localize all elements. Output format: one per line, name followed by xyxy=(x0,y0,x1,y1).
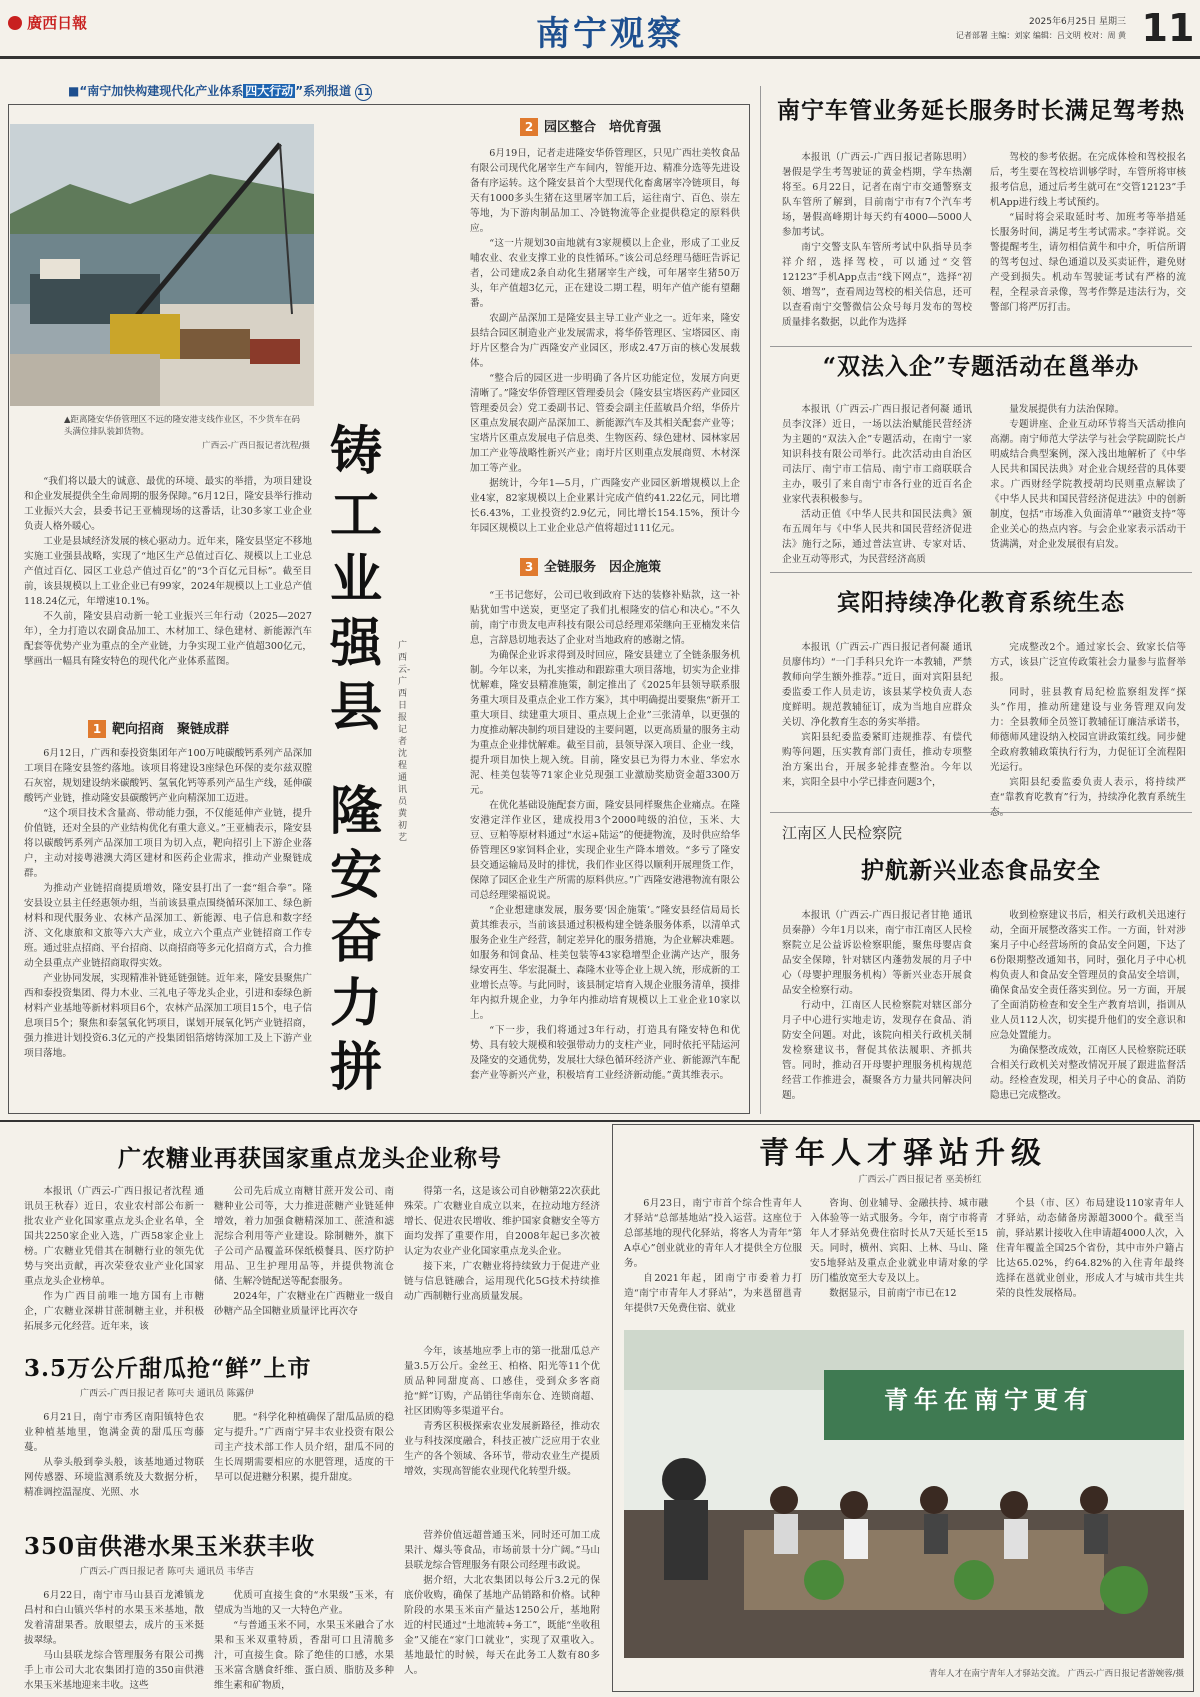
series-number: 11 xyxy=(355,84,372,101)
corn-col-1 xyxy=(24,1588,204,1692)
law-paragraph: 本报讯（广西云-广西日报记者何凝 通讯员李汶泽）近日，一场以法治赋能民营经济为主题的“双法入企”专题活动，在南宁一家知识科技有限公司举行。此次活动由自治区司法厅、南宁市工信局、南宁市工商联联合主办，吸引了来自南宁市各行业的近百名企业家代表积极参与。 xyxy=(782,404,972,505)
section-1-title: 靶向招商 聚链成群 xyxy=(112,722,230,737)
sugar-col-3 xyxy=(404,1184,600,1344)
paper-name: 廣西日報 xyxy=(27,14,88,32)
sugar-col-1 xyxy=(24,1184,204,1344)
melon-col-1 xyxy=(24,1410,204,1522)
sec1-paragraph: 为推动产业链招商提质增效，隆安县打出了一套“组合拳”。隆安县设立县主任经惠领办组，当前该县重点围绕循环深加工、绿色新材料和现代服务业、农林产品深加工、新能源、电子信息和数字经济、文化康旅和文旅等六大产业，成立六个重点产业链招商工作专班。通过驻点招商、平台招商、以商招商等多元化招商方式，合力推动全县重点产业链招商取得实效。 xyxy=(24,883,312,969)
story-divider xyxy=(770,346,1192,347)
youth-paragraph: 个县（市、区）布局建设110家青年人才驿站，动态储备房源超3000个。截至当前，驿站累计接收入住申请超4000人次，入住青年覆盖全国25个省份，其中市外户籍占比达65.02%，约64.82%的入住青年最终选择在邕就业创业，形成人才与城市共生共荣的良性发展格局。 xyxy=(996,1198,1184,1299)
melon-col-3 xyxy=(404,1344,600,1522)
law-col-2 xyxy=(990,402,1186,562)
section-3-body xyxy=(470,588,740,1108)
sec1-paragraph: 产业协同发展，实现精准补链延链强链。近年来，隆安县聚焦广西和泰投资集团、得力木业、三礼电子等龙头企业，引进和泰绿色新材料产业基地等新材料项目6个，农林产品深加工项目15个，电子信息项目5个；聚焦和泰氢氧化钙项目，谋划开展氧化钙产业链招商，强力推进计划投资6.3亿元的产投集团铝箔熔铸深加工及上下游产业项目落地。 xyxy=(24,973,312,1059)
law-paragraph: 量发展提供有力法治保障。 xyxy=(1009,404,1125,415)
melon-headline: 3.5万公斤甜瓜抢“鲜”上市 xyxy=(24,1355,312,1382)
section-number: 2 xyxy=(520,118,538,136)
story-divider xyxy=(770,572,1192,573)
right-column-divider xyxy=(760,86,761,1114)
youth-byline: 广西云-广西日报记者 巫美桥红 xyxy=(858,1175,982,1185)
section-number: 1 xyxy=(88,720,106,738)
melon-paragraph: 6月21日，南宁市秀区南阳镇特色农业种植基地里，饱满金黄的甜瓜压弯藤蔓。 xyxy=(24,1412,204,1453)
vehicle-headline: 南宁车管业务延长服务时长满足驾考热 xyxy=(777,97,1185,124)
section-1-heading xyxy=(88,718,288,738)
section-2-title: 园区整合 培优育强 xyxy=(544,120,662,135)
section-1-body xyxy=(24,746,312,1106)
vehicle-paragraph: 南宁交警支队车管所考试中队指导员李祥介绍，选择驾校，可以通过“交管12123”手机App点击“线下网点”，选择“初领、增驾”，查看周边驾校的相关信息，还可以查看南宁交警微信公众号每月发布的驾校质量排名数据，以此作为选择 xyxy=(782,242,972,328)
youth-headline: 青年人才驿站升级 xyxy=(759,1136,1047,1171)
corn-byline: 广西云-广西日报记者 陈可夫 通讯员 韦华吉 xyxy=(80,1567,254,1577)
intro-paragraph: “我们将以最大的诚意、最优的环境、最实的举措，为项目建设和企业发展提供全生命周期的服务保障。”6月12日，隆安县举行推动工业振兴大会，县委书记王亚楠现场的这番话，让30多家工业企业负责人格外暖心。 xyxy=(24,476,312,532)
editor-line: 记者部署 主编：刘家 编辑：吕文明 校对：周 黄 xyxy=(955,31,1126,40)
intro-paragraph: 不久前，隆安县启动新一轮工业振兴三年行动（2025—2027年），全力打造以农副食品加工、木材加工、绿色建材、新能源汽车配套等优势产业为重点的全产业链，力争实现工业产值超300亿元，擘画出一幅具有隆安特色的现代化产业体系蓝图。 xyxy=(24,611,312,667)
series-banner xyxy=(68,82,468,100)
corn-paragraph: 马山县联龙综合管理服务有限公司携手上市公司大北农集团打造的350亩供港水果玉米基地迎来丰收。这些 xyxy=(24,1650,204,1691)
melon-byline: 广西云-广西日报记者 陈可夫 通讯员 陈露伊 xyxy=(80,1389,254,1399)
food-headline: 护航新兴业态食品安全 xyxy=(861,857,1101,884)
series-suffix: ”系列报道 xyxy=(295,84,352,98)
youth-photo-banner: 青年在南宁更有 xyxy=(884,1386,1094,1414)
law-headline: “双法入企”专题活动在邕举办 xyxy=(822,353,1140,380)
law-paragraph: 活动正值《中华人民共和国民法典》颁布五周年与《中华人民共和国民营经济促进法》施行之际，通过普法宣讲、专家对话、企业互动等形式，为民营经济高质 xyxy=(782,509,972,565)
food-col-1 xyxy=(782,908,972,1108)
vehicle-paragraph: 本报讯（广西云-广西日报记者陈思明）暑假是学生考驾驶证的黄金档期，学车热潮将至。6月22日，记者在南宁市交通警察支队车管所了解到，目前南宁市有7个汽车考场，暑假高峰期计每天约有4000—5000人参加考试。 xyxy=(782,152,972,238)
corn-paragraph: 据介绍，大北农集团以每公斤3.2元的保底价收购，确保了基地产品销路和价格。试种阶段的水果玉米亩产量达1250公斤，基地附近的村民通过“土地流转+务工”，既能“坐收租金”又能在“家门口就业”，实现了双重收入。基地最忙的时候，每天在此务工人数有80多人。 xyxy=(404,1575,600,1676)
youth-paragraph: 咨询、创业辅导、金融扶持、城市融入体验等一站式服务。今年，南宁市将青年人才驿站免费住宿时长从7天延长至15天。同时，横州、宾阳、上林、马山、隆安5地驿站及重点企业就业申请对象的学历门槛放宽至大专及以上。 xyxy=(810,1198,988,1284)
edu-headline: 宾阳持续净化教育系统生态 xyxy=(837,589,1125,616)
vehicle-paragraph: 驾校的参考依据。在完成体检和驾校报名后，考生要在驾校培训够学时，车管所将审核报考信息，通过后考生就可在“交管12123”手机App进行线上考试预约。 xyxy=(990,152,1186,208)
corn-paragraph: 优质可直接生食的“水果级”玉米，有望成为当地的又一大特色产业。 xyxy=(214,1590,394,1616)
port-photo xyxy=(10,124,314,406)
sec3-paragraph: 在优化基础设施配套方面，隆安县同样聚焦企业痛点。在隆安港定洋作业区，建成投用3个2000吨级的泊位，玉米、大豆、豆粕等原材料通过“水运+陆运”的便捷物流，及时供应给华侨管理区9家饲料企业，实现企业生产降本增效。“多亏了隆安县交通运输局及时的排忧，我们作业区得以顺利开展理货工作，保障了园区企业生产所需的原料供应。”广西隆安港港物流有限公司总经理梁福说说。 xyxy=(470,800,740,901)
sugar-headline: 广农糖业再获国家重点龙头企业称号 xyxy=(118,1145,502,1172)
youth-paragraph: 数据显示，目前南宁市已在12 xyxy=(829,1288,957,1299)
main-intro xyxy=(24,474,312,704)
sec3-paragraph: “下一步，我们将通过3年行动，打造具有隆安特色和优势、具有较大规模和较强带动力的支柱产业，同时依托平陆运河及隆安的交通优势，发展壮大绿色循环经济产业、新能源汽车配套产业等新兴产业，积极培育工业经济新动能。”黄其维表示。 xyxy=(470,1025,740,1081)
food-col-2 xyxy=(990,908,1186,1108)
section-3-title: 全链服务 因企施策 xyxy=(544,560,662,575)
port-photo-credit: 广西云-广西日报记者沈程/摄 xyxy=(202,441,310,451)
corn-paragraph: 6月22日，南宁市马山县百龙滩镇龙昌村和白山镇兴华村的水果玉米基地，散发着清甜果香。放眼望去，成片的玉米挺拔翠绿。 xyxy=(24,1590,204,1646)
food-paragraph: 收到检察建议书后，相关行政机关迅速行动，全面开展整改落实工作。一方面，针对涉案月子中心经营场所的食品安全问题，下达了6份限期整改通知书，同时，强化月子中心机构负责人和食品安全管理员的食品安全培训，确保食品安全责任落实到位。另一方面，开展了全面消防检查和安全生产教育培训，指训从业人员112人次，切实提升他们的安全意识和应急处置能力。 xyxy=(990,910,1186,1041)
sugar-paragraph: 本报讯（广西云-广西日报记者沈程 通讯员王秋春）近日，农业农村部公布新一批农业产业化国家重点龙头企业名单，全国共2250家企业入选，广西58家企业上榜。广农糖业凭借其在制糖行业的领先优势与突出贡献，再次荣登农业产业化国家重点龙头企业榜单。 xyxy=(24,1186,204,1287)
port-photo-image xyxy=(10,124,314,406)
section-2-heading xyxy=(520,116,720,136)
melon-paragraph: 今年，该基地应季上市的第一批甜瓜总产量3.5万公斤。金丝王、柏格、阳光等11个优质品种同甜度高、口感佳，受到众多客商抢“鲜”订购，产品销往华南东仓、连锁商超、社区团购等多渠道平台。 xyxy=(404,1346,600,1417)
melon-paragraph: 肥。“科学化种植确保了甜瓜品质的稳定与提升。”广西南宁昇丰农业投资有限公司主产技术部工作人员介绍，甜瓜不同的生长周期需要相应的水肥管理，适度的干旱可以促进糖分积累，提升甜度。 xyxy=(214,1412,394,1483)
vehicle-col-2 xyxy=(990,150,1186,342)
edu-paragraph: 同时，驻县教育局纪检监察组发挥“探头”作用，推动所建建设与业务管理双向发力：全县教师全员签订教辅征订廉洁承诺书，师德师风建设纳入校园宣讲政策红线。同步健全政府教辅政策执行行为，力促征订全流程阳光运行。 xyxy=(990,687,1186,773)
youth-col-3 xyxy=(996,1196,1184,1324)
vehicle-paragraph: “届时将会采取延时考、加班考等举措延长服务时间，满足考生考试需求。”李祥说。交警提醒考生，请勿相信黄牛和中介，听信所谓的驾考包过、绿色通道以及买卖证件，避免财产受到损失。机动车驾驶证考试有严格的流程，全程录音录像，驾考作弊是违法行为，交警部门将严厉打击。 xyxy=(990,212,1186,313)
food-paragraph: 行动中，江南区人民检察院对辖区部分月子中心进行实地走访，发现存在食品、消防安全问题。对此，该院向相关行政机关制发检察建议书，督促其依法履职、齐抓共管。同时，推动召开母婴护理服务机构规范经营工作推进会，凝聚各方力量共同解决问题。 xyxy=(782,1000,972,1101)
series-prefix: ■“南宁加快构建现代化产业体系 xyxy=(68,84,244,98)
sec1-paragraph: 6月12日，广西和泰投资集团年产100万吨碳酸钙系列产品深加工项目在隆安县签约落地。该项目将建设3座绿色环保的麦尔兹双膛石灰窑，规划建设纳米碳酸钙、氢氧化钙等系列产品生产线，延伸碳酸钙产业链，推动隆安县碳酸钙产业向精深加工迈进。 xyxy=(24,748,312,804)
food-paragraph: 为确保整改成效，江南区人民检察院还联合相关行政机关对整改情况开展了跟进监督活动。经检查发现，相关月子中心的食品、消防隐患已完成整改。 xyxy=(990,1045,1186,1101)
photo-caption-text: ▲距离隆安华侨管理区不远的隆安港支线作业区，不少货车在码头满位排队装卸货物。 xyxy=(64,415,301,437)
sec2-paragraph: “整合后的园区进一步明确了各片区功能定位，发展方向更清晰了。”隆安华侨管理区管理委员会（隆安县宝塔医药产业园区管理委员会）党工委副书记、管委会副主任蓝敏昌介绍，华侨片区重点发展农副产品深加工、新能源汽车及其相关配套产业等；宝塔片区重点发展电子信息类、生物医药、绿色建材、园林家居加工产业等战略性新兴产业；南圩片区则重点发展商贸、木材深加工等产业。 xyxy=(470,373,740,474)
edu-paragraph: 宾阳县纪委监委紧盯违规推荐、有偿代购等问题，压实教育部门责任，推动专项整治方案出台，开展多轮排查整治。今年以来，宾阳全县中小学已排查问题3个， xyxy=(782,732,972,788)
main-byline: 广西云-广西日报记者 沈程 通讯员 黄初艺 xyxy=(398,641,411,843)
headline-column-1: 铸工业强县 xyxy=(330,421,383,738)
youth-photo xyxy=(624,1330,1184,1658)
section-title: 南宁观察 xyxy=(536,14,684,54)
sec1-paragraph: “这个项目技术含量高、带动能力强，不仅能延伸产业链，提升价值链，还对全县的产业结构优化有重大意义。”王亚楠表示，隆安县将以碳酸钙系列产品深加工项目为切入点，靶向招引上下游企业落户，主动对接粤港澳大湾区建材和医药企业需求，推动产业聚链成群。 xyxy=(24,808,312,879)
paper-logo xyxy=(8,12,118,38)
sec2-paragraph: 6月19日，记者走进隆安华侨管理区，只见广西壮美牧食品有限公司现代化屠宰生产车间内，智能开边、精准分选等先进设备有序运转。这个隆安县首个大型现代化畜禽屠宰冷链项目，每天有1000多头生猪在这里屠宰加工后，运往南宁、百色、崇左等地，为下游肉制品加工、冷链物流等企业提供稳定的原料供应。 xyxy=(470,148,740,234)
sec2-paragraph: 据统计，今年1—5月，广西隆安产业园区新增规模以上企业4家，82家规模以上企业累计完成产值约41.22亿元，同比增长6.43%，工业投资约2.9亿元，同比增长154.15%，预计今年园区规模以上工业企业总产值将超过111亿元。 xyxy=(470,478,740,534)
intro-paragraph: 工业是县域经济发展的核心驱动力。近年来，隆安县坚定不移地实施工业强县战略，实现了“地区生产总值过百亿、规模以上工业总产值过百亿、园区工业总产值过百亿”的“3个百亿元目标”。截至目前，该县规模以上工业企业已有99家，2024年规模以上工业总产值118.24亿元，年增速10.1%。 xyxy=(24,536,312,607)
story-divider xyxy=(770,812,1192,813)
section-number: 3 xyxy=(520,558,538,576)
headline-column-2: 隆安奋力拼 xyxy=(330,781,383,1098)
youth-paragraph: 自2021年起，团南宁市委着力打造“南宁市青年人才驿站”，为来邕留邕青年提供7天免费住宿、就业 xyxy=(624,1273,802,1314)
youth-col-1 xyxy=(624,1196,802,1324)
sugar-paragraph: 作为广西目前唯一地方国有上市糖企，广农糖业深耕甘蔗制糖主业，并积极拓展多元化经营。近年来，该 xyxy=(24,1291,204,1332)
masthead-rule xyxy=(0,56,1200,59)
section-2-body xyxy=(470,146,740,534)
law-col-1 xyxy=(782,402,972,565)
edu-paragraph: 本报讯（广西云-广西日报记者何凝 通讯员廖伟均）“一门手科只允许一本教辅，严禁教师向学生额外推荐。”近日，面对宾阳县纪委监委工作人员走访，该县某学校负责人态度鲜明。规范教辅征订，成为当地自应群众关切、净化教育生态的务实举措。 xyxy=(782,642,972,728)
page-number: 11 xyxy=(1141,6,1195,50)
series-highlight: 四大行动 xyxy=(245,84,294,98)
corn-col-3 xyxy=(404,1528,600,1692)
sugar-paragraph: 得第一名，这是该公司自砂糖第22次获此殊荣。广农糖业自成立以来，在拉动地方经济增长、促进农民增收、维护国家食糖安全等方面均发挥了重要作用，自2008年起已多次被认定为农业产业化国家重点龙头企业。 xyxy=(404,1186,600,1257)
corn-paragraph: “与普通玉米不同，水果玉米融合了水果和玉米双重特质，香甜可口且清脆多汁，可直接生食。除了绝佳的口感，水果玉米富含膳食纤维、蛋白质、脂肪及多种维生素和矿物质， xyxy=(214,1620,394,1691)
vehicle-col-1 xyxy=(782,150,972,342)
sugar-paragraph: 接下来，广农糖业将持续致力于促进产业链与信息链融合，运用现代化5G技术持续推动广西制糖行业高质量发展。 xyxy=(404,1261,600,1302)
port-photo-caption xyxy=(64,414,308,438)
logo-icon xyxy=(8,16,22,30)
corn-paragraph: 营养价值远超普通玉米，同时还可加工成果汁、爆头等食品，市场前景十分广阔。”马山县联龙综合管理服务有限公司经理韦政说。 xyxy=(404,1530,600,1571)
food-kicker: 江南区人民检察院 xyxy=(782,824,903,842)
sugar-paragraph: 公司先后成立南糖甘蔗开发公司、南糖种业公司等，大力推进蔗糖产业链延伸增效，着力加强食糖精深加工、蔗渣和滤泥综合利用等产业建设。除制糖外，旗下子公司产品覆盖环保纸模餐具、医疗防护用品、卫生护理用品等，并提供物流仓储、生解冷链配送等配套服务。 xyxy=(214,1186,394,1287)
edu-col-1 xyxy=(782,640,972,800)
sec2-paragraph: “这一片规划30亩地就有3家规模以上企业，形成了工业反哺农业、农业支撑工业的良性循环。”该公司总经理马德旺告诉记者，公司建成2条自动化生猪屠宰生产线，可年屠宰生猪50万头，年产值超3亿元，正在建设二期工程，明年产值产能有望翻番。 xyxy=(470,238,740,309)
youth-caption-credit: 广西云-广西日报记者游婉蓉/摄 xyxy=(1067,1669,1184,1679)
youth-caption-text: 青年人才在南宁青年人才驿站交流。 xyxy=(929,1669,1066,1679)
corn-headline: 350亩供港水果玉米获丰收 xyxy=(24,1533,316,1560)
edu-paragraph: 宾阳县纪委监委负责人表示，将持续严查“靠教育吃教育”行为，持续净化教育系统生 xyxy=(990,777,1186,803)
sec3-paragraph: 为确保企业诉求得到及时回应，隆安县建立了全链条服务机制。今年以来，为扎实推动和跟踪重大项目落地，切实为企业排忧解难，隆安县精准施策，制定推出了《2025年县领导联系服务重大项目及重点企业工作方案》，其中明确提出要聚焦“新开工重大项目、续建重大项目、重点规上企业”三张清单，以更强的力度推动解决制约项目建设的主要问题，以更高质量的服务主动为重点企业排忧解难。截至目前，县领导深入项目、企业一线，提升项目加快上规入统。目前，隆安县已为得力木业、华宏水泥、桂美包装等71家企业兑现强工业激励奖励资金超3300万元。 xyxy=(470,650,740,796)
sugar-paragraph: 2024年，广农糖业在广西糖业一级自砂糖产品全国糖业质量评比再次夺 xyxy=(214,1291,394,1317)
date-line: 2025年6月25日 星期三 xyxy=(1029,17,1126,27)
youth-photo-caption xyxy=(800,1668,1184,1680)
section-3-heading xyxy=(520,556,720,576)
melon-paragraph: 从拳头般到拳头般，该基地通过物联网传感器、环境监测系统及大数据分析，精准调控温湿度、光照、水 xyxy=(24,1457,204,1498)
masthead xyxy=(0,0,1200,62)
melon-col-2 xyxy=(214,1410,394,1522)
sugar-col-2 xyxy=(214,1184,394,1344)
youth-col-2 xyxy=(810,1196,988,1324)
edu-col-2 xyxy=(990,640,1186,803)
melon-paragraph: 青秀区积极探索农业发展新路径，推动农业与科技深度融合，科技正被广泛应用于农业生产的各个领域、各环节，带动农业生产提质增效，实现高智能农业现代化转型升级。 xyxy=(404,1421,600,1477)
sec2-paragraph: 农副产品深加工是隆安县主导工业产业之一。近年来，隆安县结合园区制造业产业发展需求，将华侨管理区、宝塔园区、南圩片区整合为广西隆安产业园区，形成2.47万亩的核心发展载体。 xyxy=(470,313,740,369)
edu-paragraph: 完成整改2个。通过家长会、致家长信等方式，该县广泛宣传政策社会力量参与监督举报。 xyxy=(990,642,1186,683)
law-paragraph: 专题讲座、企业互动环节将当天活动推向高潮。南宁师范大学法学与社会学院副院长卢明威结合典型案例，深入浅出地解析了《中华人民共和国民法典》对企业合规经营的具体要求。广西财经学院教授胡均民则重点解读了《中华人民共和国民营经济促进法》中的创新制度，包括“市场准入负面清单”“融资支持”等企业关心的热点内容。与会企业家表示活动干货满满，对企业发展很有启发。 xyxy=(990,419,1186,550)
youth-paragraph: 6月23日，南宁市首个综合性青年人才驿站“总部基地站”投入运营。这座位于总部基地的现代化驿站，将客人为青年“第A卓心”创业就业的青年人才提供全方位服务。 xyxy=(624,1198,802,1269)
bottom-section-rule xyxy=(0,1120,1200,1122)
food-paragraph: 本报讯（广西云-广西日报记者甘艳 通讯员秦静）今年1月以来，南宁市江南区人民检察院立足公益诉讼检察职能，聚焦母婴店食品安全保障，针对辖区内蓬勃发展的月子中心（母婴护理服务机构）等新兴业态开展食品安全检察行动。 xyxy=(782,910,972,996)
sec3-paragraph: “王书记您好，公司已收到政府下达的装修补贴款，这一补贴犹如雪中送炭，更坚定了我们扎根隆安的信心和决心。”不久前，南宁市贵友电声科技有限公司总经理邓荣继向王亚楠发来信息，言辞恳切地表达了企业对当地政府的感谢之情。 xyxy=(470,590,740,646)
sec3-paragraph: “企业想建康发展，服务要‘因企施策’。”隆安县经信局局长黄其维表示，当前该县通过积极构建全链条服务体系，以清单式服务企业生产经营，制定差异化的服务措施，为企业解决难题。如服务和饲食品、桂美包装等43家稳增型企业满产达产，服务绿安再生、华宏混凝土、森隆木业等企业上规入统，形成新的工业增长点等。与此同时，该县制定培育入规企业服务清单，摸排年内拟升规企业，力争年内推动培育规模以上工业企业10家以上。 xyxy=(470,905,740,1021)
corn-col-2 xyxy=(214,1588,394,1692)
